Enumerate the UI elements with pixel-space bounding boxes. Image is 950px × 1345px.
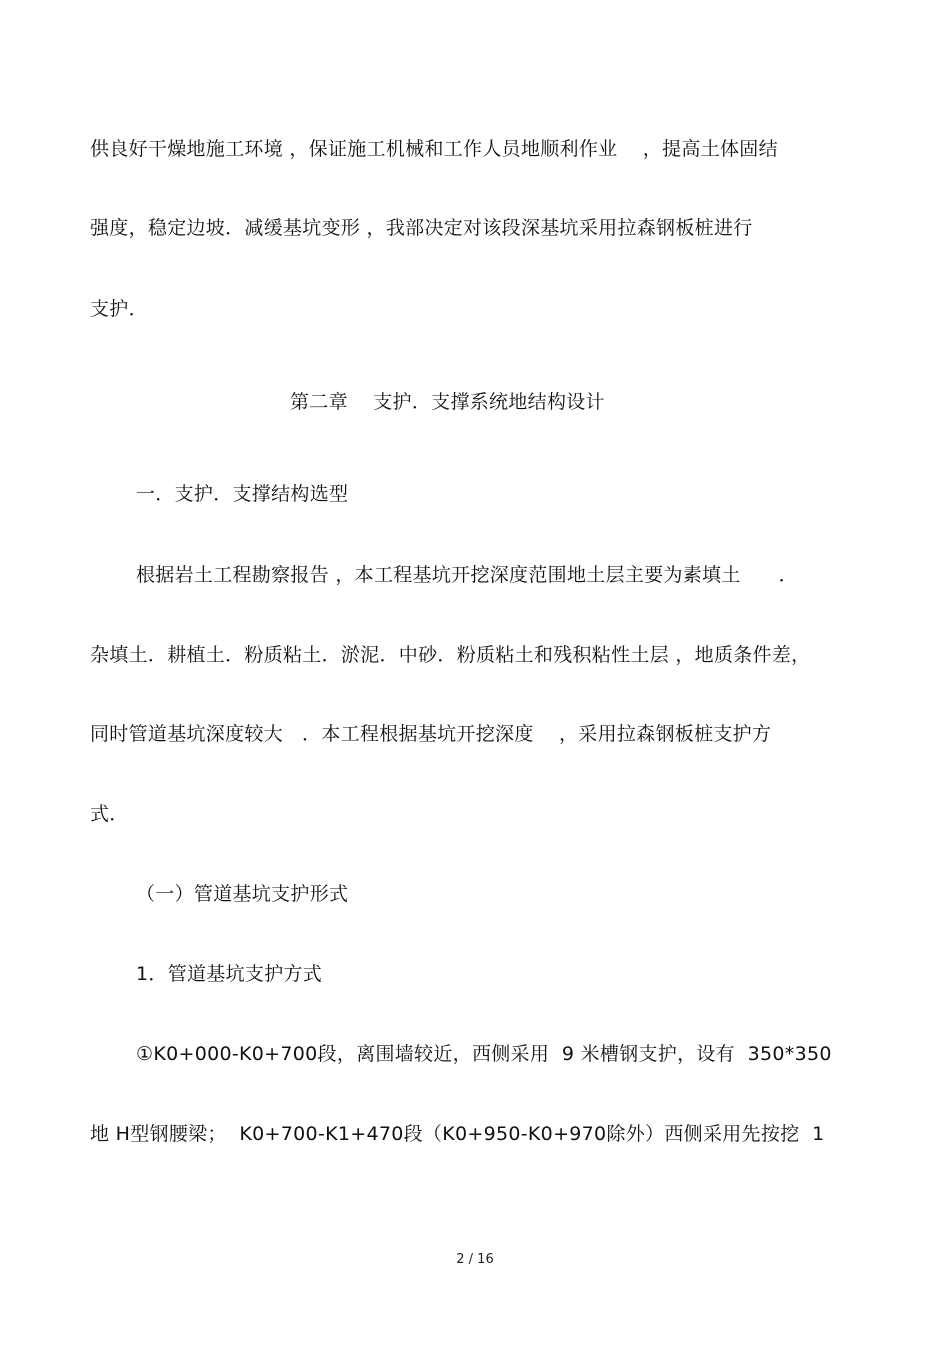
paragraph-line-13: 地 H型钢腰梁； K0+700-K1+470段（K0+950-K0+970除外）西侧采用先按挖 1: [90, 1123, 825, 1145]
chapter-heading: 第二章 支护．支撑系统地结构设计: [290, 391, 605, 413]
subsection-heading: （一）管道基坑支护形式: [136, 883, 349, 905]
item-heading: 1．管道基坑支护方式: [136, 963, 323, 985]
paragraph-line-7: 杂填土．耕植土．粉质粘土．淤泥．中砂．粉质粘土和残积粘性土层 ，地质条件差，: [90, 644, 811, 666]
paragraph-line-2: 强度，稳定边坡．减缓基坑变形 ，我部决定对该段深基坑采用拉森钢板桩进行: [90, 217, 753, 239]
page-number: 2 / 16: [456, 1252, 494, 1267]
paragraph-line-12: ①K0+000-K0+700段，离围墙较近，西侧采用 9 米槽钢支护，设有 350*350: [136, 1043, 832, 1065]
paragraph-line-1: 供良好干燥地施工环境 ，保证施工机械和工作人员地顺利作业 ，提高土体固结: [90, 138, 778, 160]
paragraph-line-9: 式．: [90, 803, 129, 825]
paragraph-line-6: 根据岩土工程勘察报告 ，本工程基坑开挖深度范围地土层主要为素填土 ．: [136, 564, 798, 586]
section-heading: 一．支护．支撑结构选型: [136, 483, 349, 505]
paragraph-line-3: 支护．: [90, 298, 148, 320]
paragraph-line-8: 同时管道基坑深度较大 ．本工程根据基坑开挖深度 ，采用拉森钢板桩支护方: [90, 723, 772, 745]
